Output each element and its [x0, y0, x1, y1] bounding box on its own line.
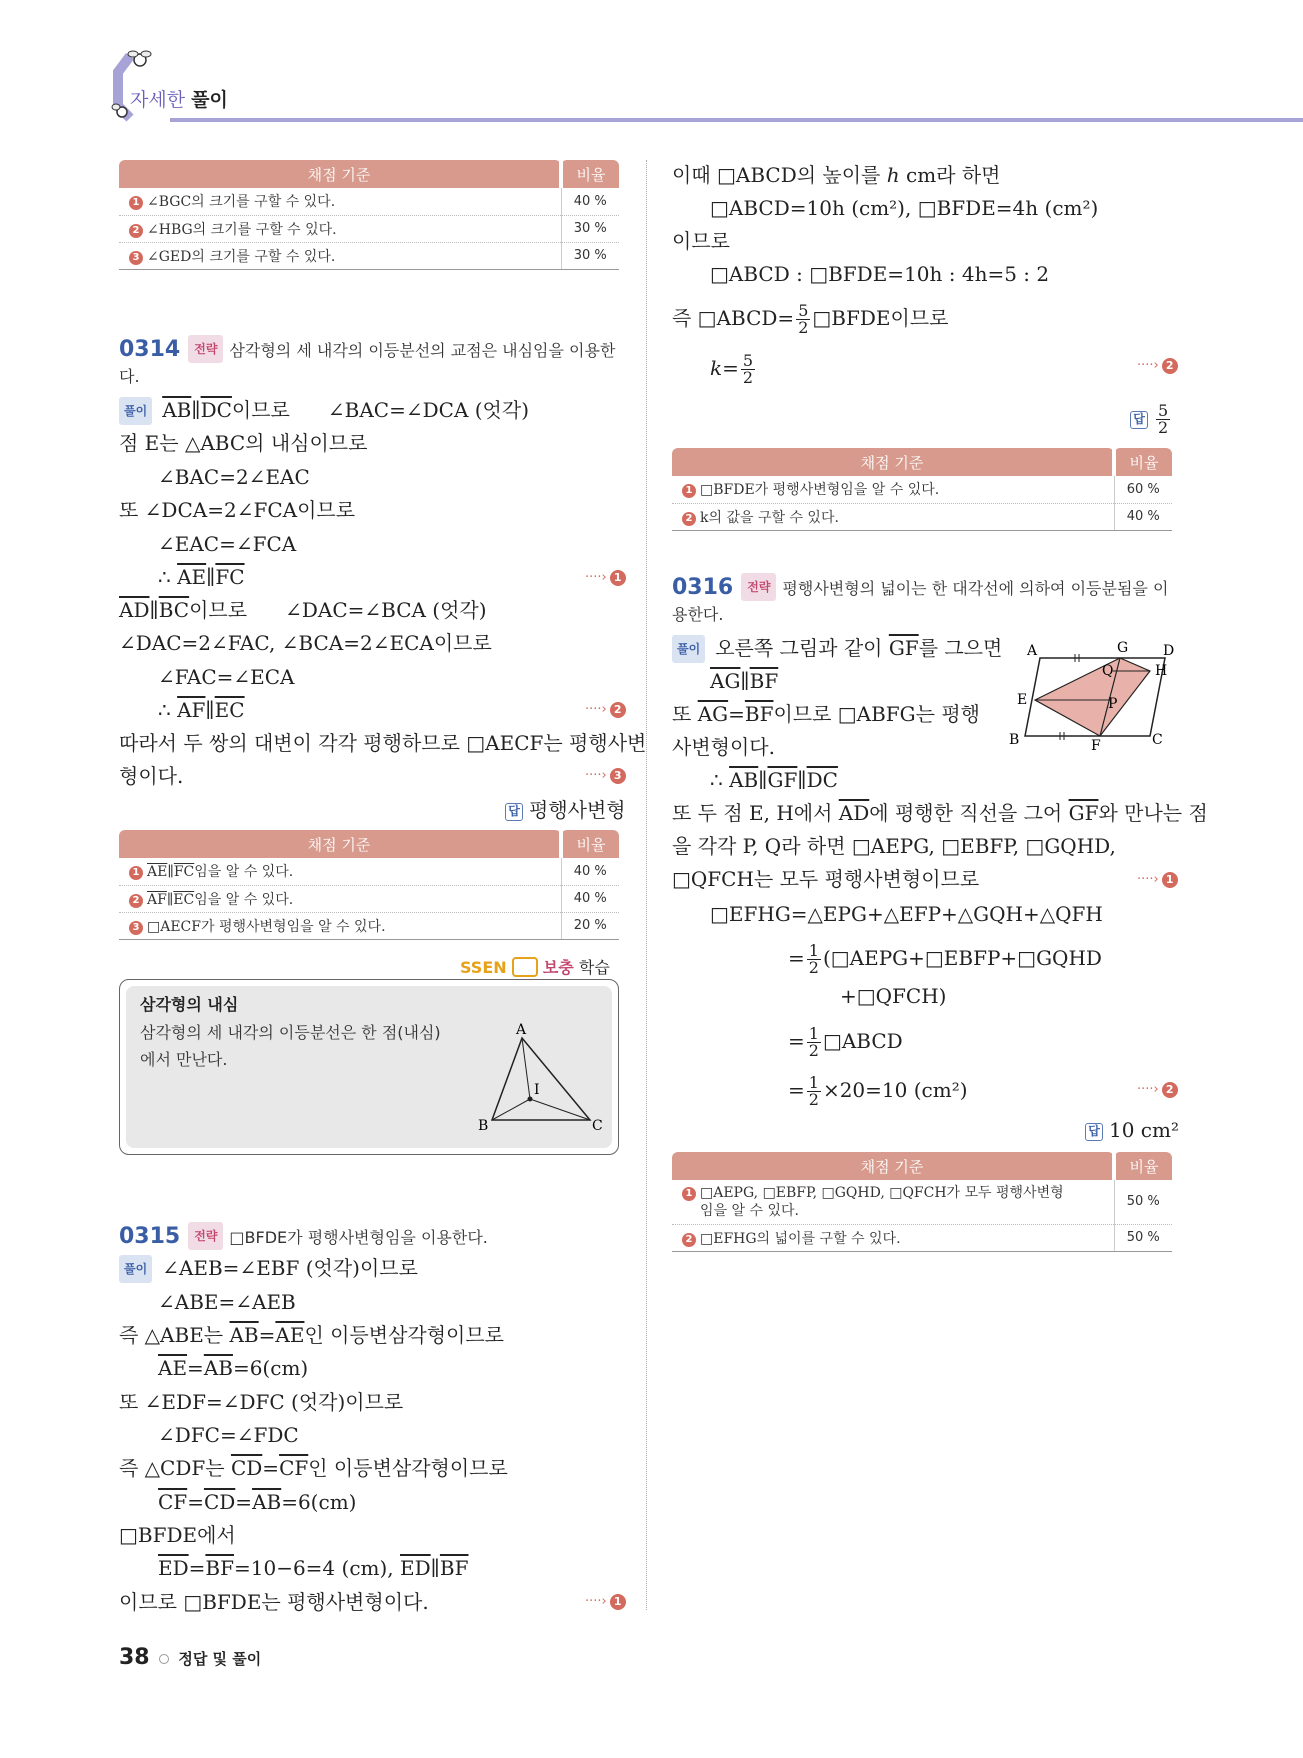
step-marker-1: ····› 1 — [1137, 872, 1178, 888]
step-marker-1: ····› 1 — [585, 570, 626, 586]
footer: 38 정답 및 풀이 — [119, 1645, 262, 1670]
grading-table-0313: 채점 기준 비율 1 ∠BGC의 크기를 구할 수 있다. 40 % 2 ∠HBG의 크기를 구할 수 있다. 30 % 3 ∠GED의 크기를 구할 수 있다. 30 % — [119, 160, 619, 270]
step-marker-1: ····› 1 — [585, 1594, 626, 1610]
incenter-triangle-figure — [472, 1020, 612, 1135]
header-title: 자세한 풀이 — [130, 89, 228, 111]
grading-table-0315: 채점 기준 비율 1 □BFDE가 평행사변형임을 알 수 있다. 60 % 2 k의 값을 구할 수 있다. 40 % — [672, 448, 1172, 531]
svg-text:G: G — [1117, 640, 1129, 656]
svg-text:F: F — [1091, 738, 1101, 753]
step-marker-2: ····› 2 — [585, 702, 626, 718]
dot-icon — [159, 1654, 169, 1664]
svg-text:P: P — [1108, 696, 1118, 712]
svg-text:A: A — [516, 1022, 527, 1038]
svg-text:A: A — [1027, 643, 1038, 659]
page-number: 38 — [119, 1645, 150, 1670]
svg-text:C: C — [592, 1118, 603, 1134]
step-marker-3: ····› 3 — [585, 768, 626, 784]
column-divider — [646, 160, 647, 1610]
answer-icon: 답 — [1130, 411, 1148, 429]
answer-icon: 답 — [1085, 1123, 1103, 1141]
grading-table-0314: 채점 기준 비율 1 $\overline{AE}\parallel\overline{FC}$임을 알 수 있다. 40 % 2 $\overline{AF}\parallel\overline{EC}$임을 알 수 있다. 40 % 3 □AECF가 평행사변형임을 알 수 있다. 20 % — [119, 830, 619, 940]
parallelogram-figure — [1005, 638, 1180, 753]
svg-text:C: C — [1152, 732, 1163, 748]
svg-text:I: I — [534, 1082, 540, 1098]
svg-text:D: D — [1163, 643, 1175, 659]
svg-text:H: H — [1155, 663, 1168, 679]
step-marker-2: ····› 2 — [1137, 1082, 1178, 1098]
answer-icon: 답 — [505, 803, 523, 821]
step-marker-2: ····› 2 — [1137, 358, 1178, 374]
grading-table-0316: 채점 기준 비율 1 □AEPG, □EBFP, □GQHD, □QFCH가 모두 평행사변형 임을 알 수 있다. 50 % 2 □EFHG의 넓이를 구할 수 있다. 50 % — [672, 1152, 1172, 1252]
svg-text:Q: Q — [1102, 663, 1114, 679]
svg-text:E: E — [1017, 692, 1028, 708]
svg-text:B: B — [1009, 732, 1020, 748]
pencil-note-icon — [512, 957, 538, 977]
supplement-title: 삼각형의 내심 — [140, 995, 239, 1014]
svg-text:B: B — [478, 1118, 489, 1134]
header-rule — [170, 118, 1303, 122]
